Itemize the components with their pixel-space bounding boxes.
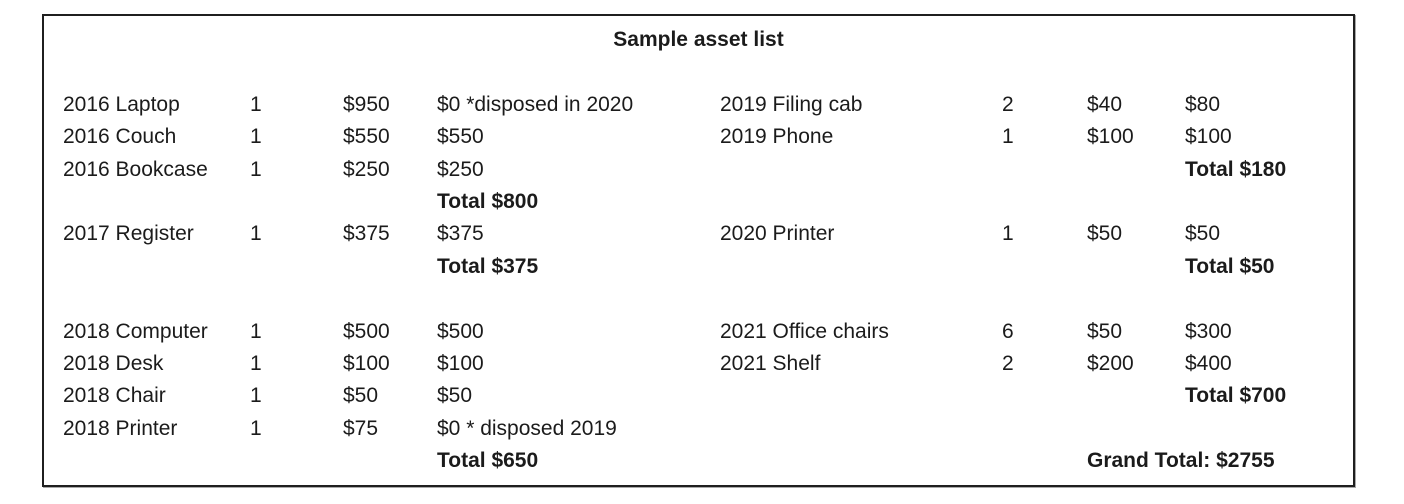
asset-unit-price: $50 bbox=[343, 384, 379, 408]
asset-value: $0 * disposed 2019 bbox=[437, 416, 617, 440]
asset-year-item: 2018 Printer bbox=[63, 416, 178, 440]
asset-qty: 2 bbox=[1002, 92, 1014, 116]
subtotal-2019: Total $180 bbox=[1185, 157, 1287, 181]
asset-value: $80 bbox=[1185, 92, 1221, 116]
asset-year-item: 2016 Laptop bbox=[63, 92, 180, 116]
asset-year-item: 2018 Desk bbox=[63, 351, 164, 375]
asset-value: $250 bbox=[437, 157, 484, 181]
asset-unit-price: $500 bbox=[343, 319, 390, 343]
asset-unit-price: $950 bbox=[343, 92, 390, 116]
asset-list-table bbox=[42, 14, 1355, 487]
subtotal-2018: Total $650 bbox=[437, 449, 539, 473]
asset-unit-price: $40 bbox=[1087, 92, 1123, 116]
asset-qty: 1 bbox=[250, 416, 262, 440]
asset-unit-price: $50 bbox=[1087, 319, 1123, 343]
asset-qty: 1 bbox=[250, 157, 262, 181]
asset-qty: 1 bbox=[1002, 222, 1014, 246]
asset-unit-price: $200 bbox=[1087, 351, 1134, 375]
asset-qty: 1 bbox=[250, 319, 262, 343]
asset-unit-price: $50 bbox=[1087, 222, 1123, 246]
asset-unit-price: $100 bbox=[343, 351, 390, 375]
asset-unit-price: $250 bbox=[343, 157, 390, 181]
asset-value: $500 bbox=[437, 319, 484, 343]
asset-value: $50 bbox=[1185, 222, 1221, 246]
asset-unit-price: $550 bbox=[343, 125, 390, 149]
asset-year-item: 2021 Shelf bbox=[720, 351, 821, 375]
asset-value: $100 bbox=[1185, 125, 1232, 149]
asset-qty: 1 bbox=[250, 384, 262, 408]
asset-value: $375 bbox=[437, 222, 484, 246]
asset-unit-price: $100 bbox=[1087, 125, 1134, 149]
asset-year-item: 2019 Phone bbox=[720, 125, 834, 149]
asset-qty: 1 bbox=[250, 92, 262, 116]
asset-qty: 2 bbox=[1002, 351, 1014, 375]
subtotal-2021: Total $700 bbox=[1185, 384, 1287, 408]
spacer-row bbox=[44, 283, 1353, 315]
table-row bbox=[44, 413, 1353, 445]
table-row bbox=[44, 121, 1353, 153]
asset-year-item: 2021 Office chairs bbox=[720, 319, 889, 343]
subtotal-2017: Total $375 bbox=[437, 254, 539, 278]
title-row bbox=[44, 24, 1353, 56]
asset-qty: 1 bbox=[250, 125, 262, 149]
table-row bbox=[44, 186, 1353, 218]
table-row bbox=[44, 251, 1353, 283]
asset-value: $400 bbox=[1185, 351, 1232, 375]
asset-qty: 6 bbox=[1002, 319, 1014, 343]
spacer-row bbox=[44, 56, 1353, 88]
asset-value: $100 bbox=[437, 351, 484, 375]
asset-year-item: 2018 Chair bbox=[63, 384, 166, 408]
table-row bbox=[44, 348, 1353, 380]
asset-value: $550 bbox=[437, 125, 484, 149]
asset-year-item: 2019 Filing cab bbox=[720, 92, 863, 116]
asset-qty: 1 bbox=[250, 351, 262, 375]
asset-year-item: 2018 Computer bbox=[63, 319, 208, 343]
asset-year-item: 2016 Bookcase bbox=[63, 157, 208, 181]
grand-total: Grand Total: $2755 bbox=[1087, 449, 1275, 473]
asset-value: $0 *disposed in 2020 bbox=[437, 92, 634, 116]
asset-value: $300 bbox=[1185, 319, 1232, 343]
asset-qty: 1 bbox=[250, 222, 262, 246]
table-row bbox=[44, 316, 1353, 348]
asset-year-item: 2020 Printer bbox=[720, 222, 835, 246]
table-row bbox=[44, 89, 1353, 121]
asset-unit-price: $75 bbox=[343, 416, 379, 440]
subtotal-2016: Total $800 bbox=[437, 189, 539, 213]
asset-value: $50 bbox=[437, 384, 473, 408]
asset-year-item: 2017 Register bbox=[63, 222, 194, 246]
subtotal-2020: Total $50 bbox=[1185, 254, 1275, 278]
table-row bbox=[44, 154, 1353, 186]
page-title: Sample asset list bbox=[613, 28, 784, 51]
table-row bbox=[44, 218, 1353, 250]
table-row bbox=[44, 380, 1353, 412]
table-row bbox=[44, 445, 1353, 477]
asset-year-item: 2016 Couch bbox=[63, 125, 177, 149]
asset-unit-price: $375 bbox=[343, 222, 390, 246]
asset-qty: 1 bbox=[1002, 125, 1014, 149]
